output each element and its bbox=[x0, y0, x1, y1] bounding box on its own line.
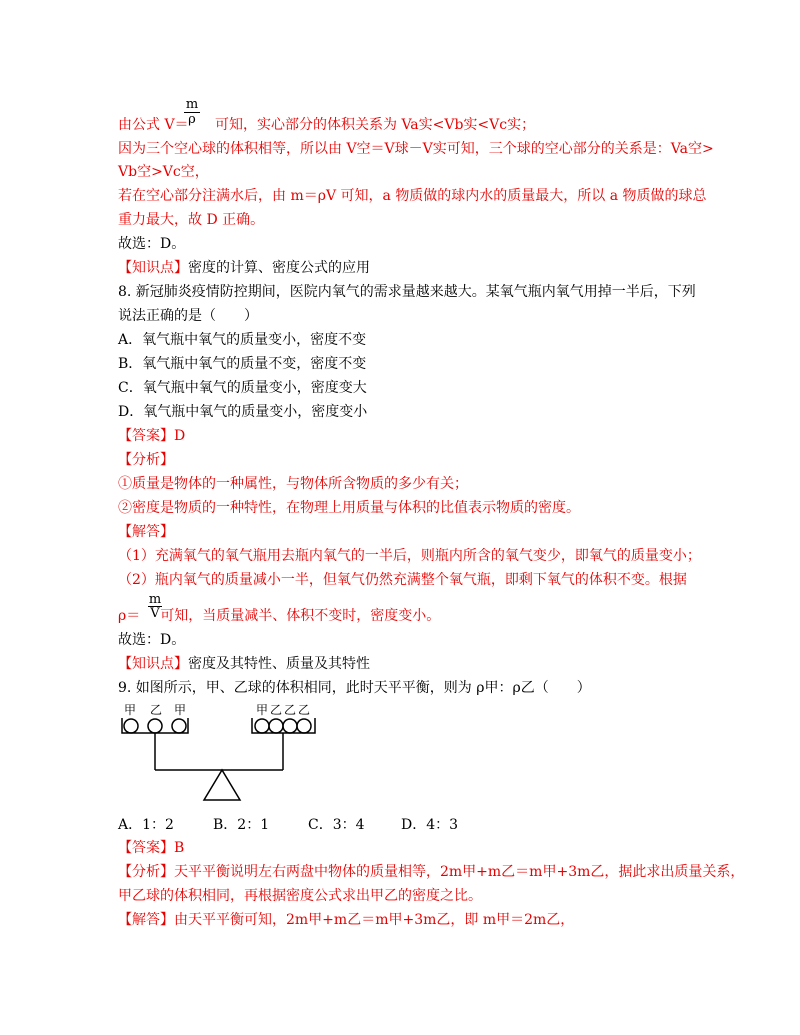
formula-prefix: 由公式 V＝ bbox=[118, 117, 189, 133]
ball-yi bbox=[148, 719, 162, 733]
answer-tag: 【答案】 bbox=[118, 840, 174, 856]
label-yi: 乙 bbox=[284, 703, 297, 717]
analysis-text: 天平平衡说明左右两盘中物体的质量相等，2m甲+m乙＝m甲+3m乙，据此求出质量关系， bbox=[174, 864, 745, 880]
analysis-tag: 【分析】 bbox=[118, 864, 174, 880]
solution-text: 可知，当质量减半、体积不变时，密度变小。 bbox=[160, 608, 441, 624]
option-d: D．氧气瓶中氧气的质量变小，密度变小 bbox=[118, 404, 368, 420]
answer-value: D bbox=[174, 428, 186, 444]
analysis-line: ②密度是物质的一种特性，在物理上用质量与体积的比值表示物质的密度。 bbox=[118, 500, 580, 516]
frac-numerator: m bbox=[185, 97, 199, 112]
label-yi: 乙 bbox=[298, 703, 311, 717]
conclusion-line: 故选：D。 bbox=[118, 236, 186, 252]
left-pan bbox=[122, 718, 188, 733]
label-jia: 甲 bbox=[174, 703, 187, 717]
option-a: A．1：2 bbox=[118, 817, 174, 833]
question-stem: 说法正确的是（ ） bbox=[118, 308, 258, 324]
knowledge-text: 密度及其特性、质量及其特性 bbox=[188, 656, 370, 672]
question-stem: 9. 如图所示，甲、乙球的体积相同，此时天平平衡，则为 ρ甲：ρ乙（ ） bbox=[118, 680, 591, 696]
frac-denominator: V bbox=[150, 606, 160, 621]
ball-jia bbox=[255, 719, 269, 733]
solution-tag: 【解答】 bbox=[118, 912, 174, 928]
knowledge-text: 密度的计算、密度公式的应用 bbox=[188, 260, 370, 276]
knowledge-tag: 【知识点】 bbox=[118, 260, 188, 276]
balance-figure bbox=[118, 700, 348, 804]
option-b: B．氧气瓶中氧气的质量不变，密度不变 bbox=[118, 356, 367, 372]
option-c: C．3：4 bbox=[308, 817, 365, 833]
solution-line: （1）充满氧气的氧气瓶用去瓶内氧气的一半后，则瓶内所含的氧气变少，即氧气的质量变小； bbox=[118, 548, 701, 564]
rho-equals: ρ＝ bbox=[118, 608, 141, 624]
conclusion-line: 故选：D。 bbox=[118, 632, 186, 648]
paragraph-line: Vb空>Vc空， bbox=[118, 164, 209, 180]
knowledge-tag: 【知识点】 bbox=[118, 656, 188, 672]
analysis-line bbox=[118, 862, 744, 882]
frac-numerator: m bbox=[148, 592, 162, 607]
question-stem: 8. 新冠肺炎疫情防控期间，医院内氧气的需求量越来越大。某氧气瓶内氧气用掉一半后，下列 bbox=[118, 284, 696, 300]
analysis-line: 甲乙球的体积相同，再根据密度公式求出甲乙的密度之比。 bbox=[118, 888, 482, 904]
solution-text: 由天平平衡可知，2m甲+m乙＝m甲+3m乙，即 m甲＝2m乙， bbox=[174, 912, 575, 928]
ball-jia bbox=[124, 719, 138, 733]
answer-tag: 【答案】 bbox=[118, 428, 174, 444]
formula-line bbox=[118, 112, 536, 135]
solution-line: （2）瓶内氧气的质量减小一半，但氧气仍然充满整个氧气瓶，即剩下氧气的体积不变。根据 bbox=[118, 572, 687, 588]
label-yi: 乙 bbox=[270, 703, 283, 717]
analysis-tag: 【分析】 bbox=[118, 452, 174, 468]
paragraph-line: 若在空心部分注满水后，由 m＝ρV 可知，a 物质做的球内水的质量最大，所以 a 物质做的球总 bbox=[118, 188, 707, 204]
answer-line bbox=[118, 426, 185, 446]
paragraph-line: 重力最大，故 D 正确。 bbox=[118, 212, 265, 228]
option-c: C．氧气瓶中氧气的质量变小，密度变大 bbox=[118, 380, 367, 396]
option-b: B．2：1 bbox=[213, 817, 270, 833]
option-a: A．氧气瓶中氧气的质量变小，密度不变 bbox=[118, 332, 367, 348]
fulcrum bbox=[204, 770, 240, 800]
answer-value: B bbox=[174, 840, 185, 856]
solution-tag: 【解答】 bbox=[118, 524, 174, 540]
label-jia: 甲 bbox=[256, 703, 269, 717]
label-yi: 乙 bbox=[150, 703, 163, 717]
analysis-line: ①质量是物体的一种属性，与物体所含物质的多少有关； bbox=[118, 476, 468, 492]
knowledge-line bbox=[118, 654, 370, 674]
option-d: D．4：3 bbox=[401, 817, 459, 833]
ball-yi bbox=[297, 719, 311, 733]
ball-yi bbox=[283, 719, 297, 733]
solution-line bbox=[118, 910, 574, 930]
ball-yi bbox=[269, 719, 283, 733]
label-jia: 甲 bbox=[124, 703, 137, 717]
knowledge-line bbox=[118, 258, 370, 278]
paragraph-line: 因为三个空心球的体积相等，所以由 V空＝V球－V实可知，三个球的空心部分的关系是：Va空> bbox=[118, 141, 714, 157]
solution-line bbox=[118, 606, 440, 626]
answer-line bbox=[118, 838, 184, 858]
frac-denominator: ρ bbox=[188, 112, 196, 127]
formula-suffix: 可知，实心部分的体积关系为 Va实<Vb实<Vc实； bbox=[210, 117, 536, 133]
ball-jia bbox=[172, 719, 186, 733]
